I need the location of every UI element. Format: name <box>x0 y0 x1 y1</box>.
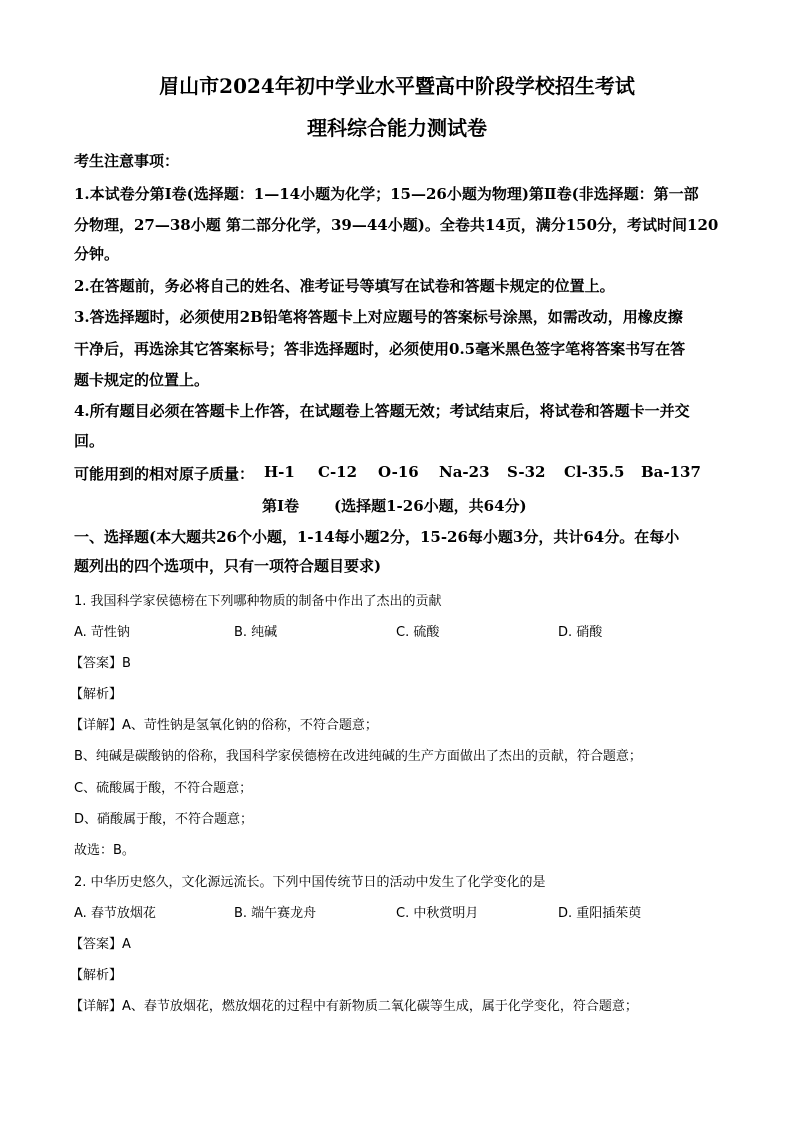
detail-line: D、硝酸属于酸，不符合题意； <box>74 812 254 827</box>
atomic-mass-item: C-12 <box>318 463 358 481</box>
notice-heading: 考生注意事项： <box>74 152 180 170</box>
atomic-mass-label: 可能用到的相对原子质量： <box>74 465 255 483</box>
notice-line: 3.答选择题时，必须使用2B铅笔将答题卡上对应题号的答案标号涂黑，如需改动，用橡皮擦 <box>74 308 683 326</box>
part-title: 题列出的四个选项中，只有一项符合题目要求) <box>74 557 382 575</box>
notice-line: 2.在答题前，务必将自己的姓名、准考证号等填写在试卷和答题卡规定的位置上。 <box>74 277 615 295</box>
notice-line: 分钟。 <box>74 245 120 263</box>
detail-line: 【详解】A、苛性钠是氢氧化钠的俗称，不符合题意； <box>70 718 378 733</box>
notice-line: 4.所有题目必须在答题卡上作答，在试题卷上答题无效；考试结束后，将试卷和答题卡一并交 <box>74 402 690 420</box>
atomic-mass-item: H-1 <box>264 463 295 481</box>
detail-line: 【详解】A、春节放烟花，燃放烟花的过程中有新物质二氧化碳等生成，属于化学变化，符合题意； <box>70 999 638 1014</box>
option-b: B. 纯碱 <box>234 625 278 640</box>
option-d: D. 硝酸 <box>558 625 603 640</box>
volume-note: (选择题1-26小题，共64分) <box>334 497 527 515</box>
option-a: A. 春节放烟花 <box>74 906 156 921</box>
atomic-mass-item: Ba-137 <box>641 463 701 481</box>
option-b: B. 端午赛龙舟 <box>234 906 317 921</box>
option-c: C. 中秋赏明月 <box>396 906 479 921</box>
detail-line: B、纯碱是碳酸钠的俗称，我国科学家侯德榜在改进纯碱的生产方面做出了杰出的贡献，符合题意； <box>74 749 642 764</box>
option-c: C. 硫酸 <box>396 625 440 640</box>
analysis-label: 【解析】 <box>70 968 123 983</box>
notice-line: 题卡规定的位置上。 <box>74 371 210 389</box>
volume-title: 第Ⅰ卷 <box>262 497 300 515</box>
question-stem: 2. 中华历史悠久，文化源远流长。下列中国传统节日的活动中发生了化学变化的是 <box>74 875 546 890</box>
detail-line: C、硫酸属于酸，不符合题意； <box>74 781 253 796</box>
answer-label: 【答案】B <box>70 656 131 671</box>
exam-title: 眉山市2024年初中学业水平暨高中阶段学校招生考试 <box>159 74 635 98</box>
atomic-mass-item: S-32 <box>507 463 546 481</box>
detail-line: 故选：B。 <box>74 843 135 858</box>
answer-label: 【答案】A <box>70 937 131 952</box>
notice-line: 1.本试卷分第Ⅰ卷(选择题：1—14小题为化学；15—26小题为物理)第Ⅱ卷(非选择题：第一部 <box>74 185 699 203</box>
atomic-mass-item: Na-23 <box>439 463 490 481</box>
exam-subtitle: 理科综合能力测试卷 <box>307 116 487 140</box>
notice-line: 分物理，27—38小题 第二部分化学，39—44小题)。全卷共14页，满分150分，考试时间120 <box>74 216 719 234</box>
atomic-mass-item: O-16 <box>378 463 419 481</box>
notice-line: 干净后，再选涂其它答案标号；答非选择题时，必须使用0.5毫米黑色签字笔将答案书写在答 <box>74 340 686 358</box>
analysis-label: 【解析】 <box>70 687 123 702</box>
atomic-mass-item: Cl-35.5 <box>564 463 625 481</box>
option-a: A. 苛性钠 <box>74 625 130 640</box>
notice-line: 回。 <box>74 432 105 450</box>
part-title: 一、选择题(本大题共26个小题，1-14每小题2分，15-26每小题3分，共计64分。在每小 <box>74 528 680 546</box>
option-d: D. 重阳插茱萸 <box>558 906 642 921</box>
question-stem: 1. 我国科学家侯德榜在下列哪种物质的制备中作出了杰出的贡献 <box>74 594 442 609</box>
